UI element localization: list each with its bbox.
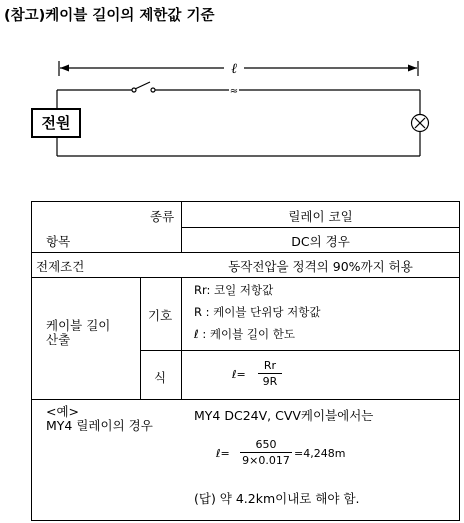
dc-case-header: DC의 경우 (291, 234, 350, 249)
formula-numerator: Rr (263, 359, 277, 372)
symbol-label: 기호 (148, 308, 173, 323)
example-numerator: 650 (255, 438, 277, 451)
precondition-value: 동작전압을 정격의 90%까지 허용 (228, 259, 413, 274)
switch-contact-right (151, 88, 155, 92)
symbol-l: ℓ : 케이블 길이 한도 (194, 327, 296, 341)
h-line-1 (181, 227, 459, 228)
spec-table (31, 201, 460, 521)
header-item-label: 항목 (46, 234, 71, 249)
header-kind-label: 종류 (150, 209, 175, 224)
switch-blade-icon (135, 82, 150, 89)
power-source-box: 전원 (31, 108, 81, 138)
h-line-2 (32, 252, 459, 253)
example-fraction (240, 438, 292, 467)
example-answer: (답) 약 4.2km이내로 해야 함. (194, 491, 360, 506)
example-rhs: =4,248m (294, 447, 346, 460)
example-lhs: ℓ= (216, 447, 230, 460)
example-denominator: 9×0.017 (242, 454, 290, 467)
symbol-rr: Rr: 코일 저항값 (194, 283, 274, 297)
precondition-label: 전제조건 (36, 259, 85, 274)
page-title: (참고)케이블 길이의 제한값 기준 (4, 8, 215, 24)
dimension-arrow-left (60, 65, 69, 72)
relay-coil-header: 릴레이 코일 (288, 209, 353, 224)
formula-label: 식 (154, 370, 167, 385)
calc-label: 케이블 길이 산출 (46, 318, 111, 347)
example-label: <예> MY4 릴레이의 경우 (46, 404, 153, 433)
h-line-4 (140, 350, 459, 351)
dimension-arrow-right (408, 65, 417, 72)
formula-denominator: 9R (262, 375, 278, 388)
formula-lhs: ℓ= (232, 368, 246, 381)
length-symbol: ℓ (231, 61, 237, 77)
formula-fraction (258, 359, 282, 388)
wire-break-icon: ≈ (229, 86, 239, 97)
example-line1: MY4 DC24V, CVV케이블에서는 (194, 408, 374, 423)
v-line-body (181, 277, 182, 399)
symbol-r: R : 케이블 단위당 저항값 (194, 305, 321, 319)
v-line-sub (140, 277, 141, 399)
circuit-diagram (0, 0, 464, 200)
h-line-5 (32, 399, 459, 400)
h-line-3 (32, 277, 459, 278)
